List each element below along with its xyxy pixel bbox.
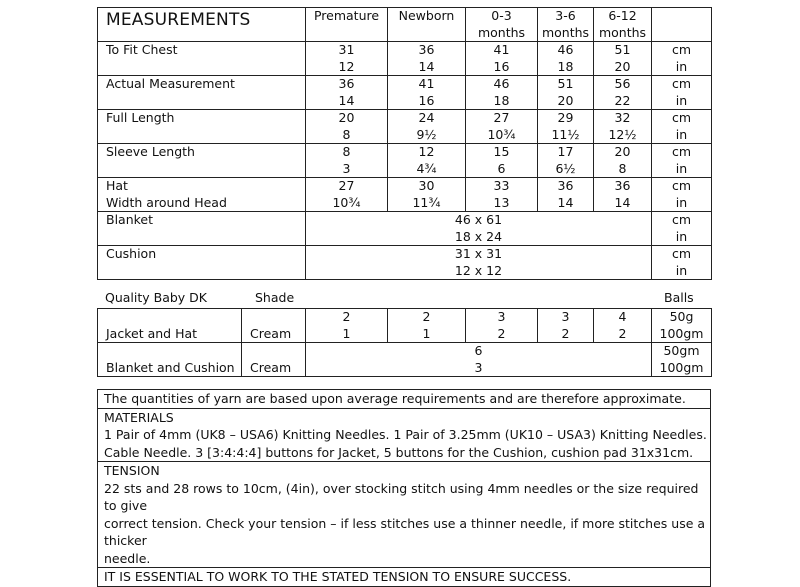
cell-line: 2 <box>342 309 351 324</box>
yarn-row <box>98 343 712 377</box>
size-header-premature: Premature <box>306 8 388 42</box>
measurement-value <box>594 178 652 212</box>
cell-line: cm <box>671 212 692 227</box>
essential-row <box>98 568 711 587</box>
measurement-value <box>306 178 388 212</box>
measurement-value <box>538 110 594 144</box>
notes-table <box>97 389 711 587</box>
cell-line: To Fit Chest <box>106 42 178 57</box>
cell-line: Width around Head <box>106 194 227 210</box>
cell-line: in <box>675 126 688 142</box>
cell-line: 11½ <box>551 126 580 142</box>
balls-header: Balls <box>664 290 694 305</box>
cell-line: 36 <box>418 42 435 57</box>
quantities-note: The quantities of yarn are based upon average requirements and are therefore approximate. <box>98 390 711 409</box>
cell-line: 3 <box>497 309 506 324</box>
cell-line: 1 <box>422 325 431 341</box>
shade-header: Shade <box>255 290 295 305</box>
cell-line: 36 <box>338 76 355 91</box>
cell-line: cm <box>671 246 692 261</box>
cell-line: 2 <box>422 309 431 324</box>
cell-line: cm <box>671 178 692 193</box>
measurement-value <box>466 76 538 110</box>
cell-line: Full Length <box>106 110 175 125</box>
row-label <box>98 110 306 144</box>
measurement-row <box>98 178 712 212</box>
cell-line: in <box>675 92 688 108</box>
cell-line: 13 <box>493 194 510 210</box>
materials-line: Cable Needle. 3 [3:4:4:4] buttons for Jacket, 5 buttons for the Cushion, cushion pad 31x31cm. <box>104 444 694 460</box>
cell-line: 16 <box>418 92 435 108</box>
cell-line: 3 <box>561 309 570 324</box>
cell-line: in <box>675 160 688 176</box>
measurement-value <box>306 144 388 178</box>
cell-line: 12 <box>418 144 435 159</box>
cell-line: 12 <box>338 58 355 74</box>
measurement-value <box>388 42 466 76</box>
cell-line: 29 <box>557 110 574 125</box>
row-label <box>98 144 306 178</box>
cell-line: 46 <box>557 42 574 57</box>
measurement-value <box>466 110 538 144</box>
cell-line: in <box>675 228 688 244</box>
measurement-value <box>388 110 466 144</box>
yarn-shade: Cream <box>242 343 306 377</box>
measurement-value <box>594 144 652 178</box>
cell-line: 31 x 31 <box>454 246 503 261</box>
cell-line: 15 <box>493 144 510 159</box>
measurements-table <box>97 7 712 280</box>
measurement-value <box>306 42 388 76</box>
cell-line: cm <box>671 42 692 57</box>
tension-line: needle. <box>104 550 151 566</box>
cell-line: 12½ <box>608 126 637 142</box>
yarn-ball-count <box>306 309 388 343</box>
cell-line: 14 <box>418 58 435 74</box>
cell-line: 27 <box>493 110 510 125</box>
measurement-value <box>388 76 466 110</box>
yarn-shade: Cream <box>242 309 306 343</box>
measurement-value <box>594 76 652 110</box>
cell-line: Hat <box>106 178 128 193</box>
yarn-item: Jacket and Hat <box>98 309 242 343</box>
materials-row <box>98 408 711 462</box>
measurement-value <box>466 42 538 76</box>
size-header-6-12: 6-12 months <box>594 8 652 42</box>
measurement-value <box>594 42 652 76</box>
cell-line: 24 <box>418 110 435 125</box>
cell-line: 30 <box>418 178 435 193</box>
tension-heading: TENSION <box>104 463 160 478</box>
row-label <box>98 178 306 212</box>
measurements-header-row <box>98 8 712 42</box>
measurement-row <box>98 246 712 280</box>
cell-line: 18 <box>493 92 510 108</box>
cell-line: 14 <box>557 194 574 210</box>
cell-line: 8 <box>342 144 351 159</box>
cell-line: 6 <box>474 343 483 358</box>
quantities-row <box>98 390 711 409</box>
measurement-row <box>98 144 712 178</box>
cell-line: 51 <box>557 76 574 91</box>
cell-line: 56 <box>614 76 631 91</box>
cell-line: 6 <box>497 160 506 176</box>
measurement-value <box>538 144 594 178</box>
measurement-value <box>388 144 466 178</box>
cell-line: 3 <box>342 160 351 176</box>
measurement-row <box>98 212 712 246</box>
yarn-ball-count <box>388 309 466 343</box>
measurement-value <box>538 76 594 110</box>
cell-line: in <box>675 58 688 74</box>
tension-line: 22 sts and 28 rows to 10cm, (4in), over stocking stitch using 4mm needles or the size required to give <box>104 480 699 513</box>
measurement-row <box>98 42 712 76</box>
essential-note: IT IS ESSENTIAL TO WORK TO THE STATED TENSION TO ENSURE SUCCESS. <box>98 568 711 587</box>
yarn-brand-label: Quality Baby DK <box>105 290 208 305</box>
cell-line: 20 <box>557 92 574 108</box>
measurement-value <box>306 76 388 110</box>
cell-line: 3 <box>474 359 483 375</box>
cell-line: 36 <box>614 178 631 193</box>
cell-line: 14 <box>338 92 355 108</box>
yarn-ball-count <box>538 309 594 343</box>
cell-line: in <box>675 262 688 278</box>
measurement-value <box>466 178 538 212</box>
cell-line: 16 <box>493 58 510 74</box>
cell-line: 20 <box>338 110 355 125</box>
measurement-value <box>594 110 652 144</box>
cell-line: Actual Measurement <box>106 76 235 91</box>
size-header-newborn: Newborn <box>388 8 466 42</box>
units-cell <box>652 212 712 246</box>
cell-line: 11¾ <box>412 194 441 210</box>
cell-line: 14 <box>614 194 631 210</box>
materials-line: 1 Pair of 4mm (UK8 – USA6) Knitting Needles. 1 Pair of 3.25mm (UK10 – USA3) Knitting Needles. <box>104 427 707 442</box>
cell-line: 22 <box>614 92 631 108</box>
cell-line: 41 <box>418 76 435 91</box>
ball-weight <box>652 343 712 377</box>
yarn-row <box>98 309 712 343</box>
cell-line: 41 <box>493 42 510 57</box>
cell-line: 2 <box>497 325 506 341</box>
row-label <box>98 42 306 76</box>
row-label <box>98 76 306 110</box>
measurement-value <box>538 178 594 212</box>
cell-line: in <box>675 194 688 210</box>
cell-line: 100gm <box>659 325 704 341</box>
tension-row <box>98 462 711 568</box>
units-header <box>652 8 712 42</box>
cell-line: 27 <box>338 178 355 193</box>
units-cell <box>652 76 712 110</box>
cell-line: 8 <box>342 126 351 142</box>
cell-line: 50g <box>669 309 694 324</box>
cell-line: 18 x 24 <box>454 228 503 244</box>
cell-line: 46 x 61 <box>454 212 503 227</box>
cell-line: 6½ <box>555 160 576 176</box>
cell-line: 36 <box>557 178 574 193</box>
yarn-merged-count <box>306 343 652 377</box>
cell-line: 2 <box>561 325 570 341</box>
cell-line: 46 <box>493 76 510 91</box>
cell-line: cm <box>671 144 692 159</box>
yarn-item: Blanket and Cushion <box>98 343 242 377</box>
size-header-0-3: 0-3 months <box>466 8 538 42</box>
units-cell <box>652 178 712 212</box>
cell-line: cm <box>671 110 692 125</box>
cell-line: 32 <box>614 110 631 125</box>
cell-line: 18 <box>557 58 574 74</box>
cell-line: 9½ <box>416 126 437 142</box>
cell-line: 10¾ <box>332 194 361 210</box>
measurement-value <box>306 110 388 144</box>
cell-line: 50gm <box>663 343 700 358</box>
cell-line: 51 <box>614 42 631 57</box>
measurement-value <box>388 178 466 212</box>
cell-line: 8 <box>618 160 627 176</box>
materials-heading: MATERIALS <box>104 409 174 425</box>
units-cell <box>652 110 712 144</box>
cell-line: 4¾ <box>416 160 437 176</box>
merged-value <box>306 212 652 246</box>
size-header-3-6: 3-6 months <box>538 8 594 42</box>
cell-line: 17 <box>557 144 574 159</box>
units-cell <box>652 144 712 178</box>
ball-weight <box>652 309 712 343</box>
cell-line: 4 <box>618 309 627 324</box>
measurement-value <box>538 42 594 76</box>
cell-line: 10¾ <box>487 126 516 142</box>
yarn-ball-count <box>466 309 538 343</box>
cell-line: 2 <box>618 325 627 341</box>
cell-line: cm <box>671 76 692 91</box>
cell-line: 12 x 12 <box>454 262 503 278</box>
cell-line: 20 <box>614 144 631 159</box>
yarn-ball-count <box>594 309 652 343</box>
cell-line: 20 <box>614 58 631 74</box>
units-cell <box>652 246 712 280</box>
tension-line: correct tension. Check your tension – if less stitches use a thinner needle, if more stitches use a thicker <box>104 515 706 548</box>
merged-value <box>306 246 652 280</box>
row-label: Cushion <box>98 246 306 280</box>
materials-section <box>98 408 711 462</box>
cell-line: Sleeve Length <box>106 144 195 159</box>
tension-section <box>98 462 711 568</box>
row-label: Blanket <box>98 212 306 246</box>
measurement-row <box>98 110 712 144</box>
cell-line: 31 <box>338 42 355 57</box>
measurement-row <box>98 76 712 110</box>
units-cell <box>652 42 712 76</box>
yarn-table <box>97 308 712 377</box>
cell-line: 33 <box>493 178 510 193</box>
cell-line: 1 <box>342 325 351 341</box>
measurements-title: MEASUREMENTS <box>98 8 306 42</box>
cell-line: 100gm <box>659 359 704 375</box>
measurement-value <box>466 144 538 178</box>
